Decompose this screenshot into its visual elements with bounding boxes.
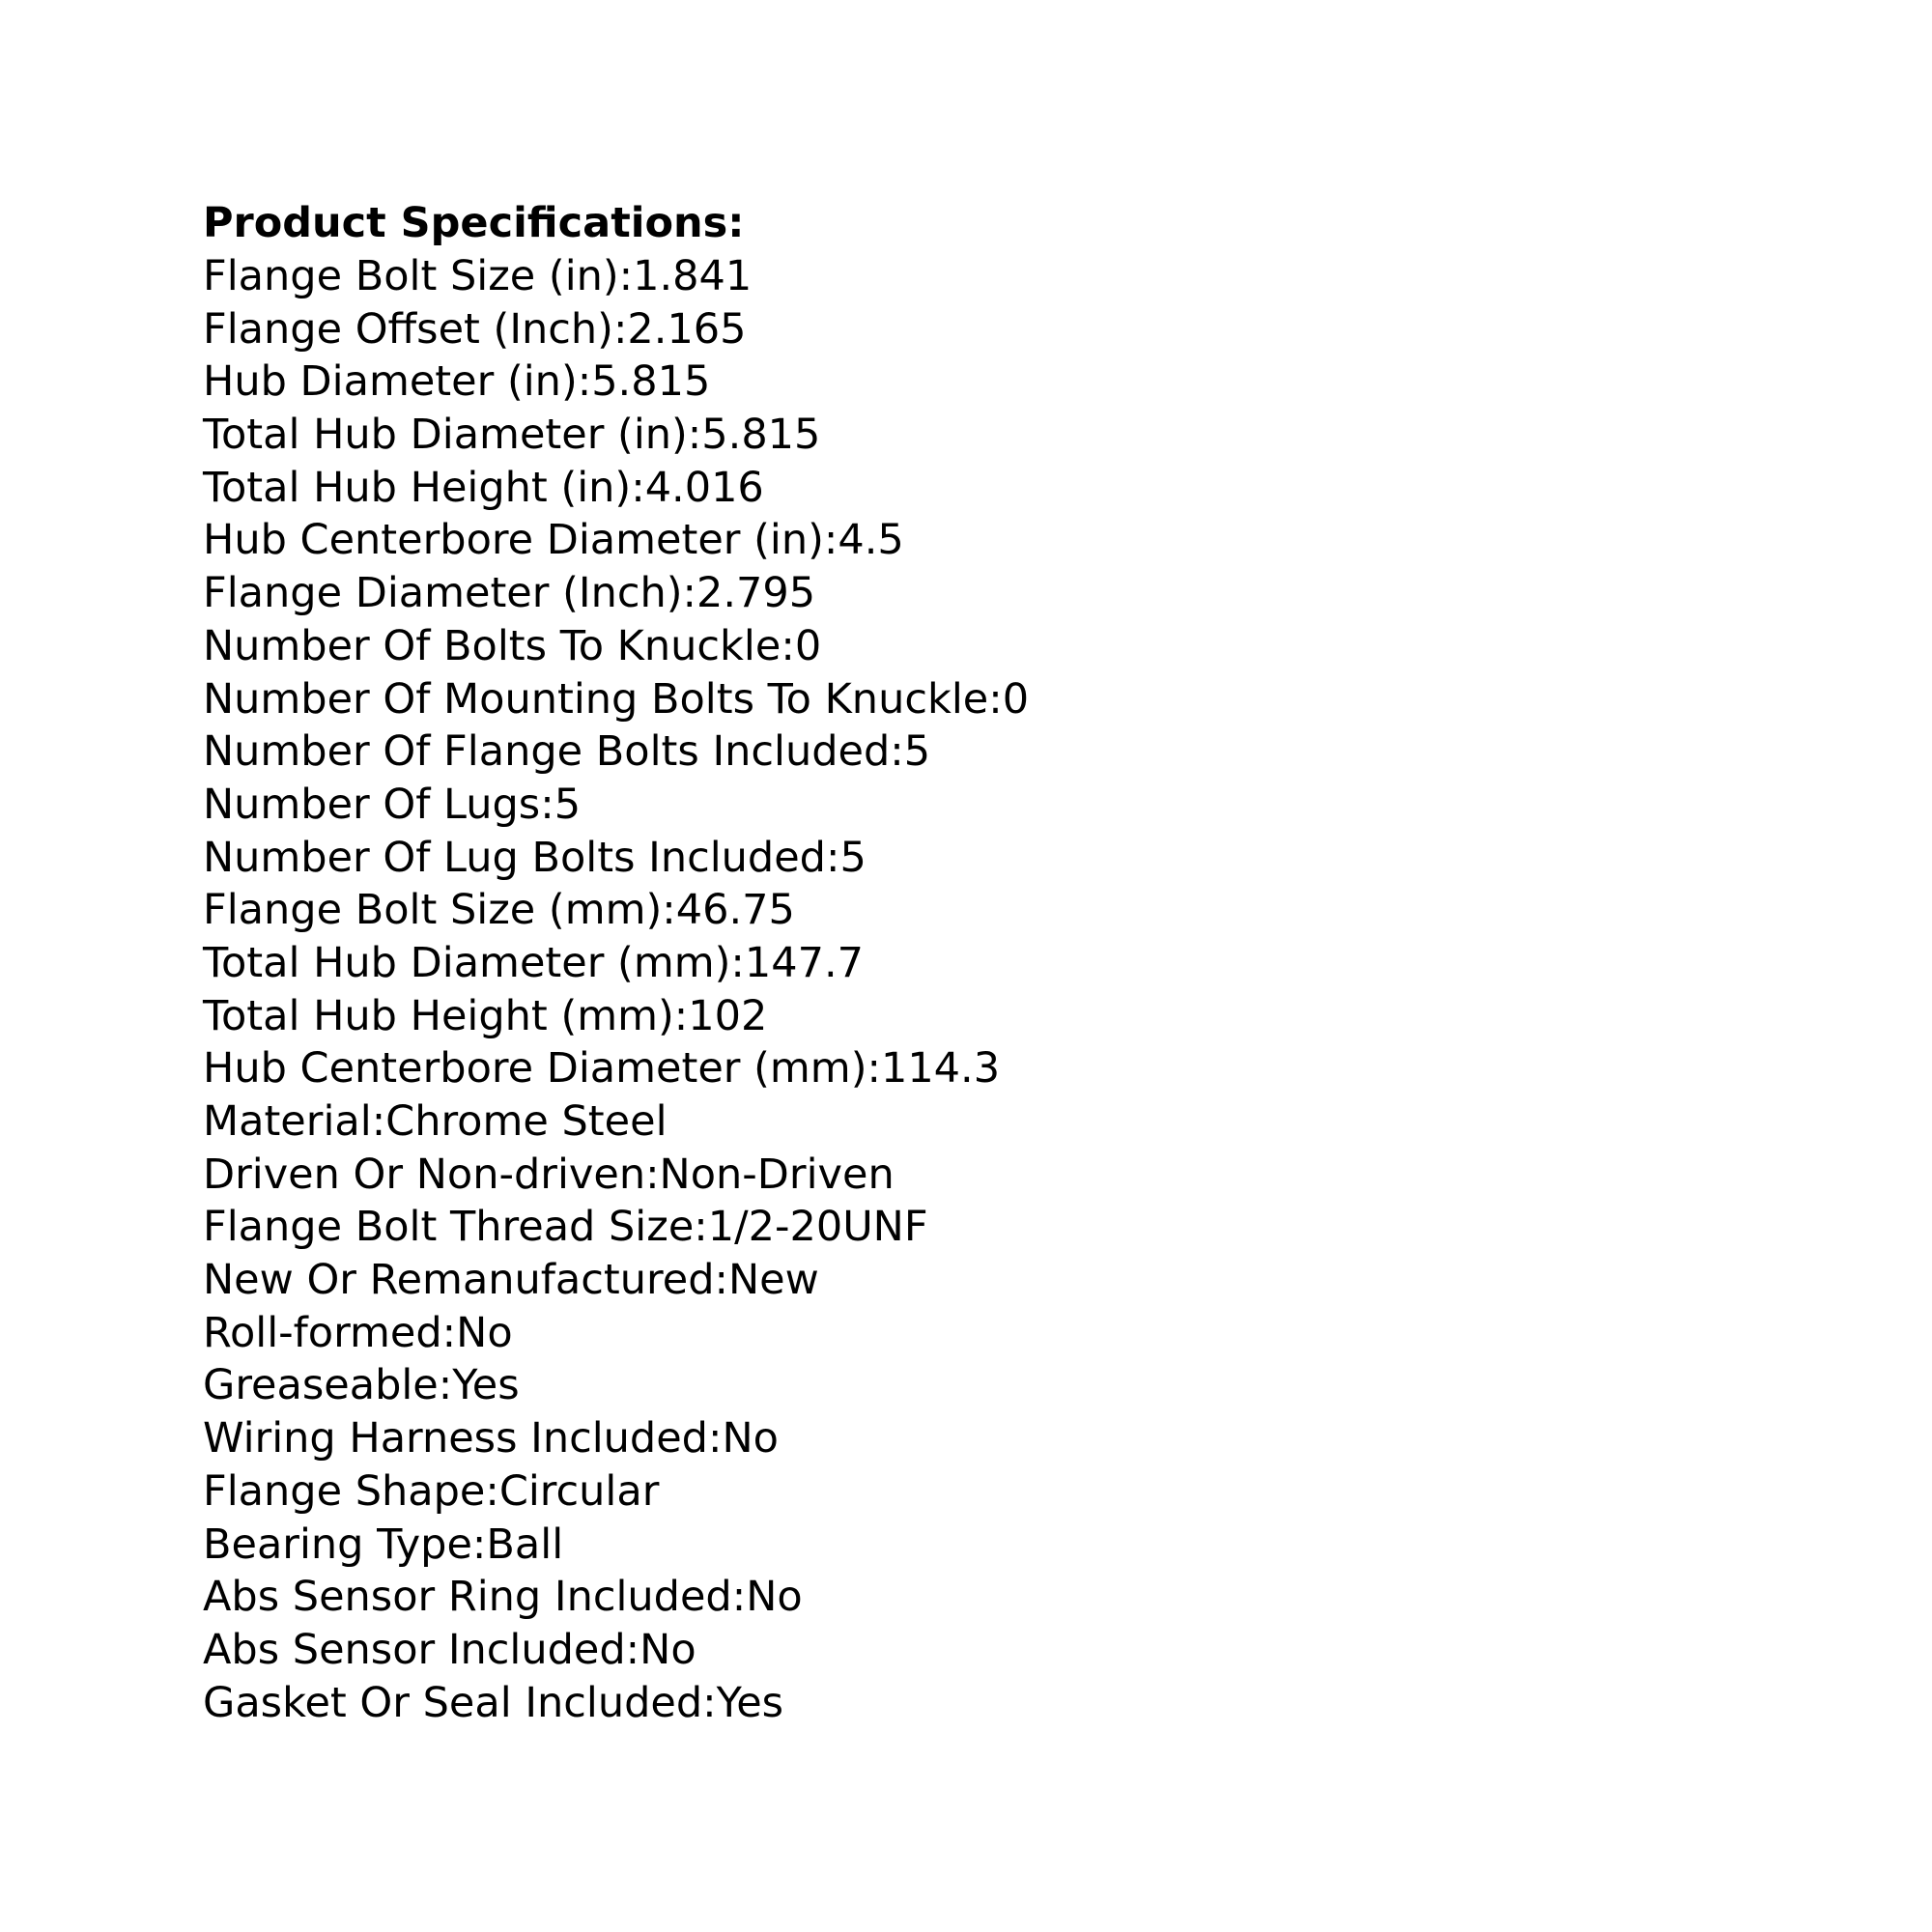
product-specifications <box>203 196 1845 1729</box>
spec-line: Total Hub Diameter (in):5.815 <box>203 411 821 460</box>
spec-line: Roll-formed:No <box>203 1308 513 1357</box>
spec-list <box>203 250 1845 1729</box>
spec-title: Product Specifications: <box>203 199 745 247</box>
spec-line: New Or Remanufactured:New <box>203 1256 819 1305</box>
spec-line: Gasket Or Seal Included:Yes <box>203 1678 784 1727</box>
spec-line: Number Of Lug Bolts Included:5 <box>203 833 867 882</box>
spec-line: Number Of Flange Bolts Included:5 <box>203 727 931 777</box>
spec-line: Material:Chrome Steel <box>203 1097 668 1146</box>
spec-line: Flange Offset (Inch):2.165 <box>203 304 747 354</box>
spec-line: Abs Sensor Included:No <box>203 1625 696 1674</box>
spec-line: Hub Centerbore Diameter (in):4.5 <box>203 516 904 565</box>
spec-line: Hub Diameter (in):5.815 <box>203 357 711 407</box>
spec-line: Flange Bolt Size (mm):46.75 <box>203 886 795 935</box>
spec-line: Driven Or Non-driven:Non-Driven <box>203 1150 895 1199</box>
spec-line: Flange Shape:Circular <box>203 1466 660 1516</box>
spec-line: Total Hub Height (mm):102 <box>203 991 768 1040</box>
spec-line: Wiring Harness Included:No <box>203 1414 779 1463</box>
spec-line: Abs Sensor Ring Included:No <box>203 1573 803 1622</box>
spec-line: Number Of Lugs:5 <box>203 780 582 829</box>
spec-line: Flange Bolt Size (in):1.841 <box>203 252 753 300</box>
spec-line: Number Of Mounting Bolts To Knuckle:0 <box>203 674 1030 724</box>
spec-line: Number Of Bolts To Knuckle:0 <box>203 621 822 670</box>
spec-line: Bearing Type:Ball <box>203 1520 564 1569</box>
spec-line: Flange Bolt Thread Size:1/2-20UNF <box>203 1203 928 1252</box>
spec-line: Total Hub Diameter (mm):147.7 <box>203 938 864 987</box>
spec-line: Total Hub Height (in):4.016 <box>203 463 764 512</box>
spec-line: Greaseable:Yes <box>203 1361 520 1410</box>
spec-line: Hub Centerbore Diameter (mm):114.3 <box>203 1044 1001 1094</box>
spec-line: Flange Diameter (Inch):2.795 <box>203 569 816 618</box>
